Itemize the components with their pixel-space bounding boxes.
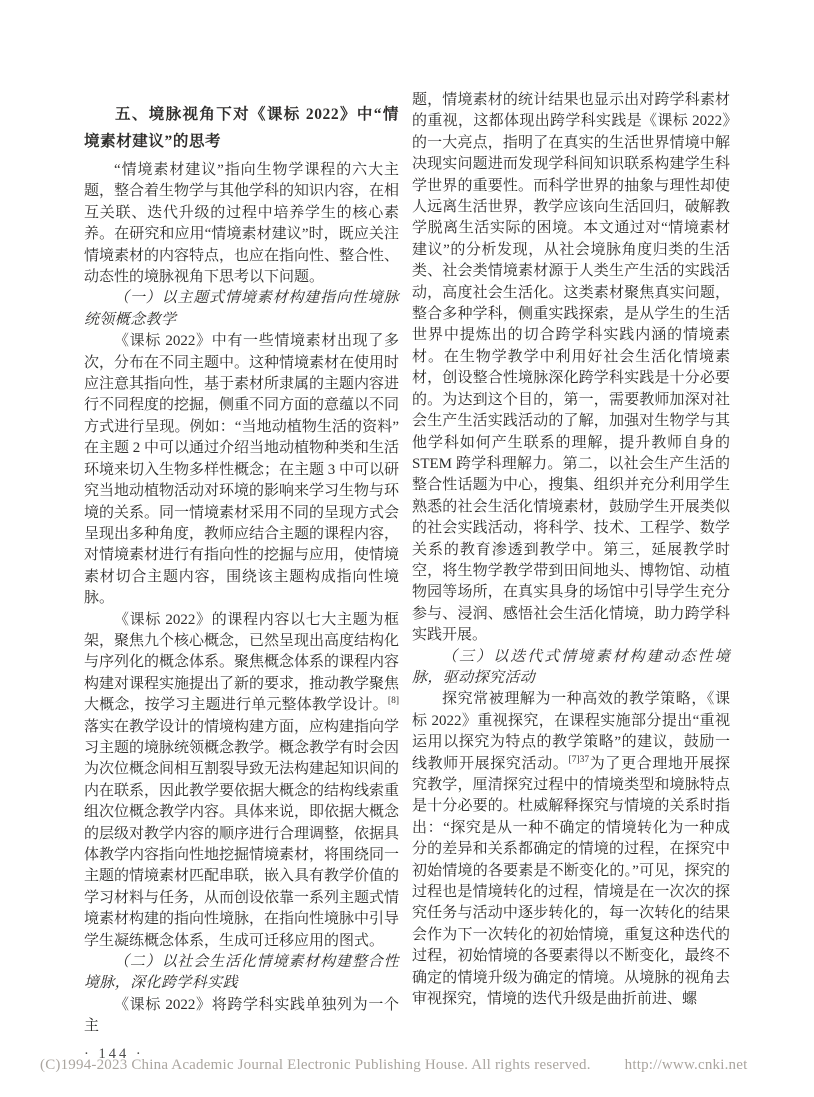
paragraph-1: 《课标 2022》中有一些情境素材出现了多次，分布在不同主题中。这种情境素材在使用时应注意其指向性，基于素材所隶属的主题内容进行不同程度的挖掘，侧重不同方面的意蕴以不同方式进行呈现。例如：“当地动植物生活的资料”在主题 2 中可以通过介绍当地动植物种类和生活环境来切入生物多样性概念；在主题 3 中可以研究当地动植物活动对环境的影响来学习生物与环境的关系。同一情境素材采用不同的呈现方式会呈现出多种角度，教师应结合主题的课程内容，对情境素材进行有指向性的挖掘与应用，使情境素材切合主题内容，围绕该主题构成指向性境脉。 [84, 333, 400, 607]
subheading-3: （三）以迭代式情境素材构建动态性境脉，驱动探究活动 [412, 648, 730, 686]
cnki-url: http://www.cnki.net [624, 1057, 748, 1073]
citation-7: [7]37 [568, 754, 590, 765]
subheading-1: （一）以主题式情境素材构建指向性境脉统领概念教学 [84, 290, 399, 328]
paragraph-explore [412, 689, 730, 1010]
left-column [84, 101, 399, 1065]
right-column [412, 90, 730, 1010]
subheading-2: （二）以社会生活化情境素材构建整合性境脉，深化跨学科实践 [84, 954, 399, 992]
citation-8: [8] [387, 696, 399, 707]
paragraph-intro: “情境素材建议”指向生物学课程的六大主题，整合着生物学与其他学科的知识内容，在相互关联、迭代升级的过程中培养学生的核心素养。在研究和应用“情境素材建议”时，既应关注情境素材的内容特点，也应在指向性、整合性、动态性的境脉视角下思考以下问题。 [84, 162, 400, 286]
footer [40, 1057, 800, 1074]
paragraph-explore-text-after-citation: 为了更合理地开展探究教学，厘清探究过程中的情境类型和境脉特点是十分必要的。杜威解释探究与情境的关系时指出：“探究是从一种不确定的情境转化为一种成分的差异和关系都确定的情境的过程，在探究中初始情境的各要素是不断变化的。”可见，探究的过程也是情境转化的过程，情境是在一次次的探究任务与活动中逐步转化的，每一次转化的结果会作为下一次转化的初始情境，重复这种迭代的过程，初始情境的各要素得以不断变化，最终不确定的情境升级为确定的情境。从境脉的视角去审视探究，情境的迭代升级是曲折前进、螺 [412, 755, 730, 1008]
paragraph-3: 《课标 2022》将跨学科实践单独列为一个主 [84, 996, 399, 1035]
copyright-text: (C)1994-2023 China Academic Journal Electronic Publishing House. All rights reserved. [40, 1057, 591, 1073]
paragraph-continuation: 题，情境素材的统计结果也显示出对跨学科素材的重视，这都体现出跨学科实践是《课标 2022》的一大亮点，指明了在真实的生活世界情境中解决现实问题进而发现学科间知识联系构建学生科学世界的重要性。而科学世界的抽象与理性却使人远离生活世界，教学应该向生活回归，破解教学脱离生活实际的困境。本文通过对“情境素材建议”的分析发现，从社会境脉角度归类的生活类、社会类情境素材源于人类生产生活的实践活动，高度社会生活化。这类素材聚焦真实问题，整合多种学科，侧重实践探索，是从学生的生活世界中提炼出的切合跨学科实践内涵的情境素材。在生物学教学中利用好社会生活化情境素材，创设整合性境脉深化跨学科实践是十分必要的。为达到这个目的，第一，需要教师加深对社会生产生活实践活动的了解，加强对生物学与其他学科如何产生联系的理解，提升教师自身的 STEM 跨学科理解力。第二，以社会生产生活的整合性话题为中心，搜集、组织并充分利用学生熟悉的社会生活化情境素材，鼓励学生开展类似的社会实践活动，将科学、技术、工程学、数学关系的教育渗透到教学中。第三，延展教学时空，将生物学教学带到田间地头、博物馆、动植物园等场所，在真实具身的场馆中引导学生充分参与、浸润、感悟社会生活化情境，助力跨学科实践开展。 [412, 92, 730, 644]
paragraph-2-text-after-citation: 落实在教学设计的情境构建方面，应构建指向学习主题的境脉统领概念教学。概念教学有时会因为次位概念间相互割裂导致无法构建起知识间的内在联系，因此教学要依据大概念的结构线索重组次位概念教学内容。具体来说，即依据大概念的层级对教学内容的顺序进行合理调整，依据具体教学内容指向性地挖掘情境素材，将围绕同一主题的情境素材匹配串联，嵌入具有教学价值的学习材料与任务，从而创设依靠一系列主题式情境素材构建的指向性境脉，在指向性境脉中引导学生凝练概念体系，生成可迁移应用的图式。 [84, 718, 400, 949]
paragraph-2 [84, 610, 399, 953]
paragraph-2-text: 《课标 2022》的课程内容以七大主题为框架，聚焦九个核心概念，已然呈现出高度结构化与序列化的概念体系。聚焦概念体系的课程内容构建对课程实施提出了新的要求，推动教学聚焦大概念，按学习主题进行单元整体教学设计。 [84, 611, 400, 714]
page-number: · 144 · [84, 1045, 144, 1062]
paragraph-explore-text: 探究常被理解为一种高效的教学策略，《课标 2022》重视探究，在课程实施部分提出“重视运用以探究为特点的教学策略”的建议，鼓励一线教师开展探究活动。 [412, 691, 730, 772]
section-heading: 五、境脉视角下对《课标 2022》中“情境素材建议”的思考 [84, 106, 399, 150]
